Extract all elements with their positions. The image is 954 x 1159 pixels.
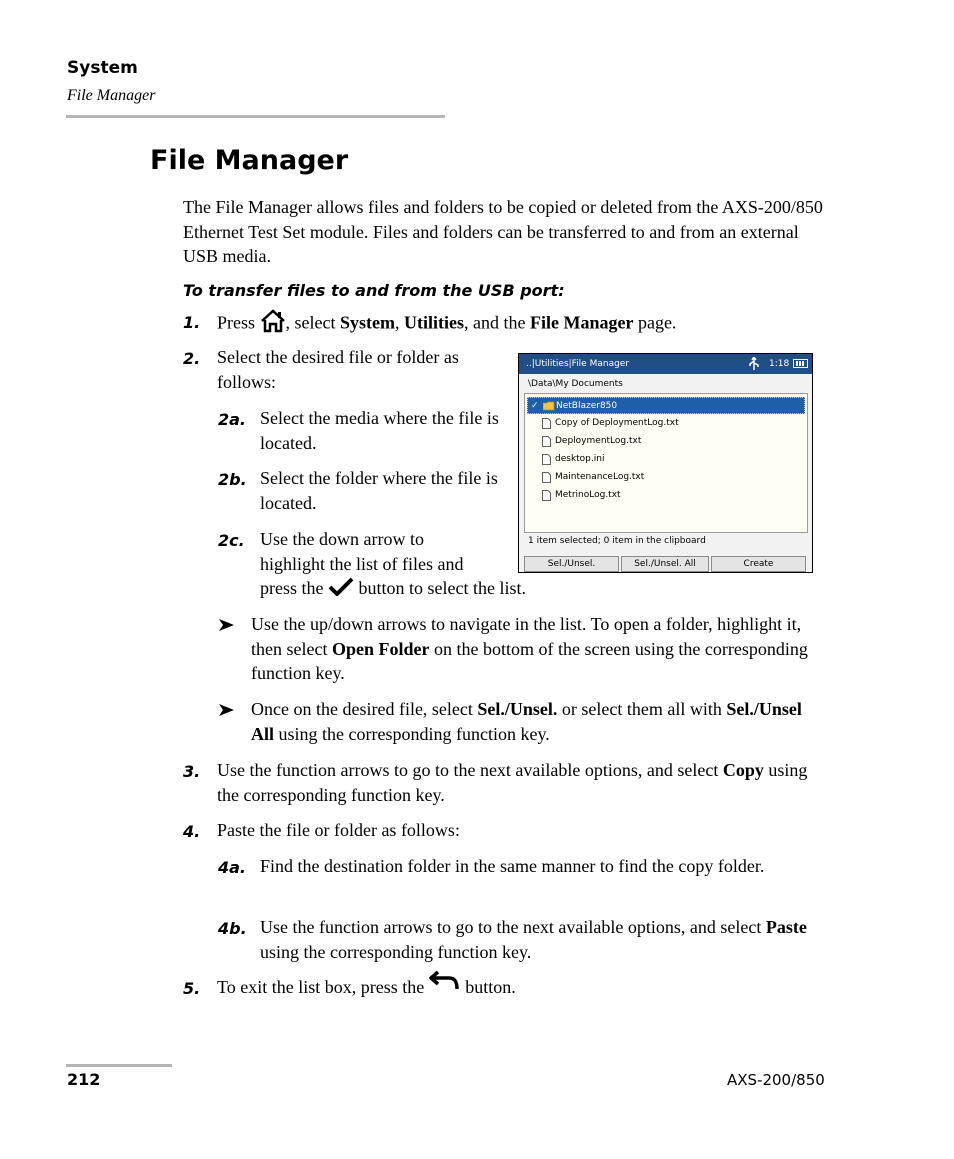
file-icon bbox=[542, 490, 551, 508]
status-text: 1 item selected; 0 item in the clipboard bbox=[528, 536, 706, 546]
file-list-item[interactable]: MaintenanceLog.txt bbox=[527, 469, 805, 486]
file-list-item[interactable]: desktop.ini bbox=[527, 451, 805, 468]
bullet-1-text: Use the up/down arrows to navigate in the list. To open a folder, highlight it, then select Open Folder on the bottom of the screen using the corresponding function key. bbox=[251, 614, 808, 683]
header-rule bbox=[66, 115, 445, 118]
page-number: 212 bbox=[67, 1070, 101, 1089]
step-3-number: 3. bbox=[183, 762, 201, 781]
step-5-text: To exit the list box, press the button. bbox=[217, 975, 817, 1000]
page-title: File Manager bbox=[150, 145, 349, 176]
usb-icon bbox=[747, 357, 761, 379]
create-button[interactable]: Create bbox=[711, 556, 806, 572]
bullet-2-text: Once on the desired file, select Sel./Unsel. or select them all with Sel./Unsel All using the corresponding function key. bbox=[251, 699, 802, 744]
step-2-text: Select the desired file or folder as follows: bbox=[217, 347, 459, 392]
step-2a-text: Select the media where the file is located. bbox=[260, 408, 499, 453]
step-4a-text: Find the destination folder in the same manner to find the copy folder. bbox=[260, 856, 765, 876]
file-list-item[interactable]: DeploymentLog.txt bbox=[527, 433, 805, 450]
step-2b-text: Select the folder where the file is located. bbox=[260, 468, 498, 513]
procedure-title: To transfer files to and from the USB port: bbox=[183, 281, 565, 300]
arrow-bullet-icon bbox=[218, 702, 236, 723]
step-4-text: Paste the file or folder as follows: bbox=[217, 820, 460, 840]
section-header: System bbox=[67, 58, 138, 78]
step-4b-number: 4b. bbox=[218, 919, 247, 938]
step-4-number: 4. bbox=[183, 822, 201, 841]
sel-unsel-all-button[interactable]: Sel./Unsel. All bbox=[621, 556, 709, 572]
step-1-text: Press , select System, Utilities, and the File Manager page. bbox=[217, 309, 817, 340]
check-icon: ✓ bbox=[531, 401, 539, 411]
step-1-number: 1. bbox=[183, 313, 201, 332]
step-2c-number: 2c. bbox=[218, 531, 245, 550]
battery-icon bbox=[793, 359, 808, 368]
screenshot-time: 1:18 bbox=[769, 359, 790, 369]
step-2a-number: 2a. bbox=[218, 410, 247, 429]
step-4a-number: 4a. bbox=[218, 858, 247, 877]
home-icon bbox=[260, 309, 286, 340]
product-model: AXS-200/850 bbox=[727, 1071, 825, 1089]
screenshot-title: ..|Utilities|File Manager bbox=[526, 359, 630, 369]
checkmark-icon bbox=[328, 577, 354, 604]
file-list[interactable] bbox=[524, 393, 808, 533]
step-2b-number: 2b. bbox=[218, 470, 247, 489]
step-5-number: 5. bbox=[183, 979, 201, 998]
subsection-header: File Manager bbox=[67, 87, 156, 104]
intro-paragraph: The File Manager allows files and folders to be copied or deleted from the AXS-200/850 Ethernet Test Set module. Files and folders can be transferred to and from an external USB media. bbox=[183, 197, 823, 266]
file-manager-screenshot bbox=[518, 353, 813, 573]
file-list-item[interactable]: Copy of DeploymentLog.txt bbox=[527, 415, 805, 432]
step-4b-text: Use the function arrows to go to the next available options, and select Paste using the corresponding function key. bbox=[260, 917, 807, 962]
file-list-item[interactable]: MetrinoLog.txt bbox=[527, 487, 805, 504]
screenshot-title-bar bbox=[519, 354, 812, 374]
footer-rule bbox=[66, 1064, 172, 1067]
sel-unsel-button[interactable]: Sel./Unsel. bbox=[524, 556, 619, 572]
back-arrow-icon bbox=[429, 969, 461, 1000]
folder-path: \Data\My Documents bbox=[528, 379, 623, 389]
step-2-number: 2. bbox=[183, 349, 201, 368]
arrow-bullet-icon bbox=[218, 617, 236, 638]
step-2c-text: Use the down arrow to highlight the list of files and press the button to select the list. bbox=[260, 527, 590, 603]
file-list-item[interactable]: ✓ NetBlazer850 bbox=[527, 397, 805, 414]
step-3-text: Use the function arrows to go to the next available options, and select Copy using the corresponding function key. bbox=[217, 760, 808, 805]
